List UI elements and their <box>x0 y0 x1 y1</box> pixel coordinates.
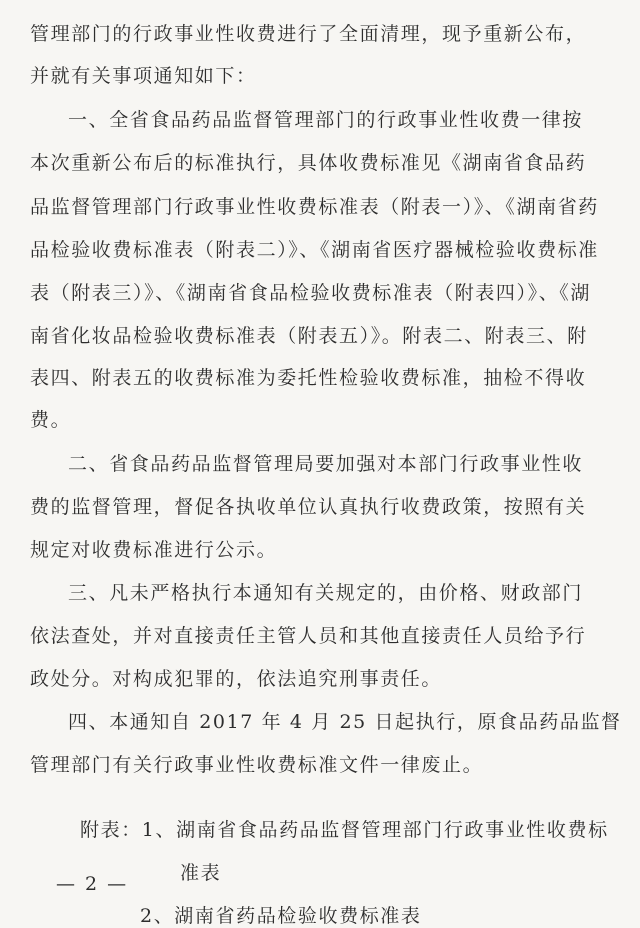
paragraph-line: 品监督管理部门行政事业性收费标准表（附表一）》、《湖南省药 <box>30 196 599 218</box>
paragraph-line: 品检验收费标准表（附表二）》、《湖南省医疗器械检验收费标准 <box>30 239 599 261</box>
paragraph-line: 管理部门有关行政事业性收费标准文件一律废止。 <box>30 754 484 776</box>
paragraph-line: 表四、附表五的收费标准为委托性检验收费标准，抽检不得收 <box>30 367 587 389</box>
paragraph-line: 南省化妆品检验收费标准表（附表五）》。附表二、附表三、附 <box>30 325 588 347</box>
paragraph-line: 三、凡未严格执行本通知有关规定的，由价格、财政部门 <box>68 582 584 604</box>
paragraph-line: 一、全省食品药品监督管理部门的行政事业性收费一律按 <box>68 109 584 131</box>
paragraph-line: 费的监督管理，督促各执收单位认真执行收费政策，按照有关 <box>30 496 587 518</box>
paragraph-line: 规定对收费标准进行公示。 <box>30 539 278 561</box>
attachment-line: 准表 <box>180 862 222 884</box>
attachment-line: 附表：1、湖南省食品药品监督管理部门行政事业性收费标 <box>80 819 609 841</box>
attachment-line: 2、湖南省药品检验收费标准表 <box>140 905 422 927</box>
paragraph-line: 本次重新公布后的标准执行，具体收费标准见《湖南省食品药 <box>30 152 587 174</box>
paragraph-line: 并就有关事项通知如下： <box>30 65 257 87</box>
paragraph-line: 管理部门的行政事业性收费进行了全面清理，现予重新公布， <box>30 23 587 45</box>
paragraph-line: 政处分。对构成犯罪的，依法追究刑事责任。 <box>30 668 443 690</box>
paragraph-line: 依法查处，并对直接责任主管人员和其他直接责任人员给予行 <box>30 625 587 647</box>
paragraph-line: 四、本通知自 2017 年 4 月 25 日起执行，原食品药品监督 <box>68 711 622 733</box>
paragraph-line: 二、省食品药品监督管理局要加强对本部门行政事业性收 <box>68 453 584 475</box>
paragraph-line: 表（附表三）》、《湖南省食品检验收费标准表（附表四）》、《湖 <box>30 282 592 304</box>
page-number: — 2 — <box>56 873 129 895</box>
paragraph-line: 费。 <box>30 409 72 431</box>
